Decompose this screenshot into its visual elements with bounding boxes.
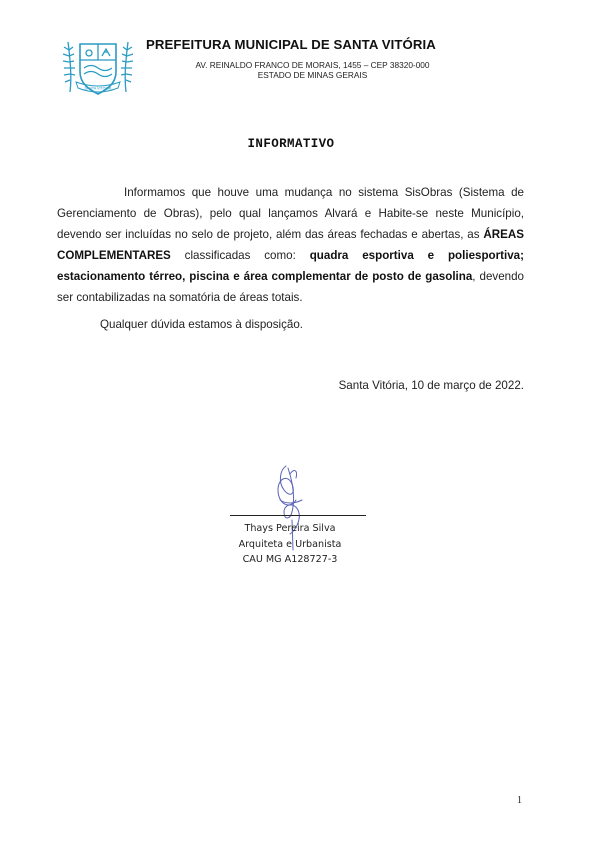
place-date: Santa Vitória, 10 de março de 2022. — [338, 379, 524, 392]
signature-block — [190, 521, 390, 568]
body-text-part: classificadas como: — [170, 249, 310, 262]
body-bold-term: ÁREAS COMPLEMENTARES — [57, 228, 524, 262]
document-title: INFORMATIVO — [247, 137, 335, 151]
body-text-part: Informamos que houve uma mudança no sistema SisObras (Sistema de Gerenciamento de Obras), pelo qual lançamos Alvará e Habite-se neste Município, devendo ser incluídas no selo de projeto, além das áreas fechadas e abertas, as — [57, 186, 524, 241]
municipality-title: PREFEITURA MUNICIPAL DE SANTA VITÓRIA — [146, 37, 436, 52]
body-paragraph — [57, 182, 524, 308]
closing-line: Qualquer dúvida estamos à disposição. — [100, 318, 304, 331]
signer-registration: CAU MG A128727-3 — [242, 554, 338, 565]
state-line: ESTADO DE MINAS GERAIS — [257, 69, 368, 80]
body-text-part: , devendo ser contabilizadas na somatória de áreas totais. — [57, 270, 524, 304]
body-bold-list: quadra esportiva e poliesportiva; estacionamento térreo, piscina e área complementar de posto de gasolina — [57, 249, 524, 283]
municipal-seal-icon — [62, 36, 134, 98]
page-number: 1 — [517, 795, 522, 806]
signer-role: Arquiteta e Urbanista — [238, 538, 342, 550]
signature-line — [230, 515, 366, 516]
seal-banner-text: SANTA VITÓRIA — [84, 86, 112, 91]
signer-name: Thays Pereira Silva — [244, 523, 336, 534]
municipality-address — [150, 61, 475, 80]
address-line: AV. REINALDO FRANCO DE MORAIS, 1455 – CEP 38320-000 — [195, 60, 430, 70]
